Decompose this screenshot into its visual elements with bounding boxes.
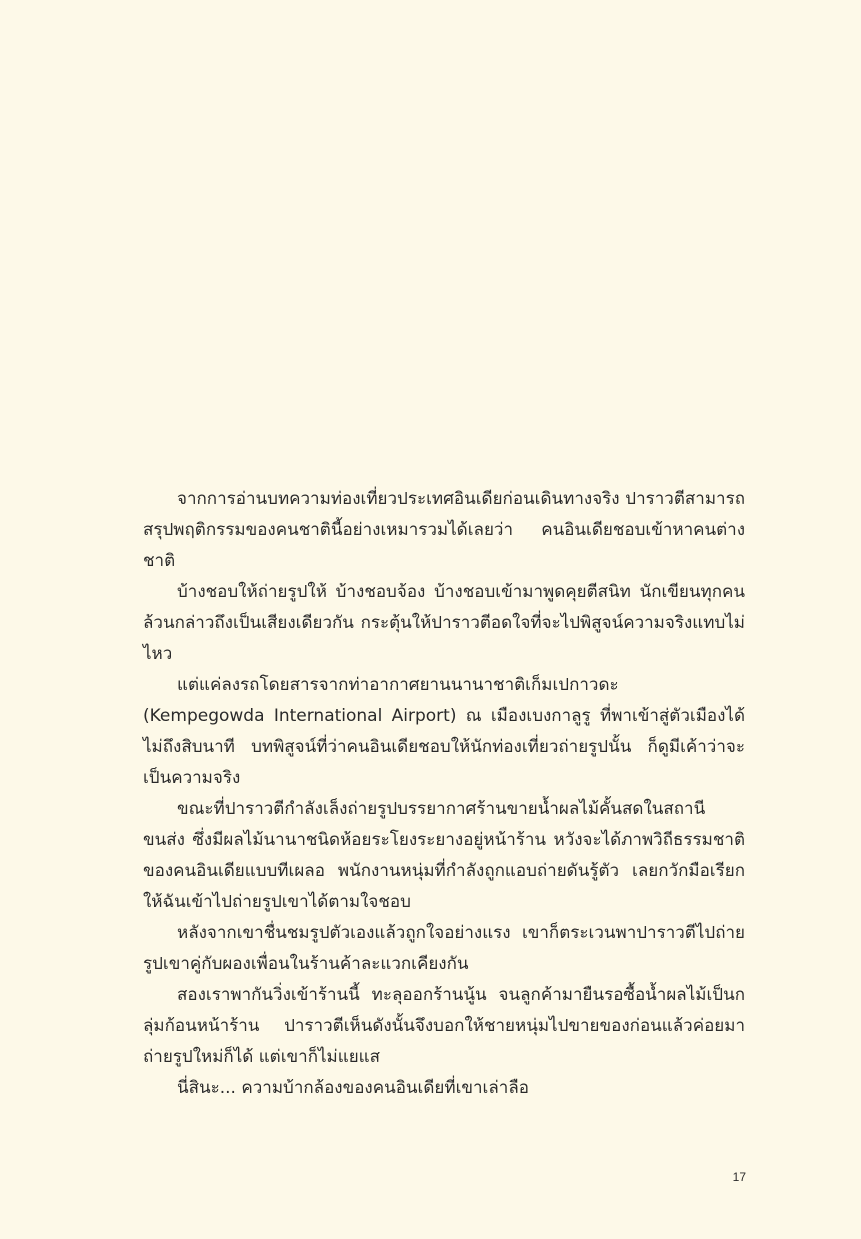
paragraph: นี่สินะ... ความบ้ากล้องของคนอินเดียที่เขาเล่าลือ	[177, 1078, 529, 1098]
paragraph: แต่แค่ลงรถโดยสารจากท่าอากาศยานนานาชาติเก็มเปกาวดะ (Kempegowda International Airport) ณ เมืองเบงกาลูรู ที่พาเข้าสู่ตัวเมืองได้ไม่ถึงสิบนาที บทพิสูจน์ที่ว่าคนอินเดียชอบให้นักท่องเที่ยวถ่ายรูปนั้น ก็ดูมีเค้าว่าจะเป็นความจริง	[143, 675, 745, 788]
page-number: 17	[732, 1170, 746, 1184]
body-text	[143, 484, 745, 1104]
paragraph: ขณะที่ปาราวตีกำลังเล็งถ่ายรูปบรรยากาศร้านขายน้ำผลไม้คั้นสดในสถานีขนส่ง ซึ่งมีผลไม้นานาชนิดห้อยระโยงระยางอยู่หน้าร้าน หวังจะได้ภาพวิถีธรรมชาติของคนอินเดียแบบทีเผลอ พนักงานหนุ่มที่กำลังถูกแอบถ่ายดันรู้ตัว เลยกวักมือเรียกให้ฉันเข้าไปถ่ายรูปเขาได้ตามใจชอบ	[143, 799, 745, 912]
paragraph: จากการอ่านบทความท่องเที่ยวประเทศอินเดียก่อนเดินทางจริง ปาราวตีสามารถสรุปพฤติกรรมของคนชาตินี้อย่างเหมารวมได้เลยว่า คนอินเดียชอบเข้าหาคนต่างชาติ	[143, 489, 745, 571]
paragraph: บ้างชอบให้ถ่ายรูปให้ บ้างชอบจ้อง บ้างชอบเข้ามาพูดคุยตีสนิท นักเขียนทุกคนล้วนกล่าวถึงเป็นเสียงเดียวกัน กระตุ้นให้ปาราวตีอดใจที่จะไปพิสูจน์ความจริงแทบไม่ไหว	[143, 582, 745, 664]
paragraph: หลังจากเขาชื่นชมรูปตัวเองแล้วถูกใจอย่างแรง เขาก็ตระเวนพาปาราวตีไปถ่ายรูปเขาคู่กับผองเพื่อนในร้านค้าละแวกเคียงกัน	[143, 923, 745, 974]
paragraph: สองเราพากันวิ่งเข้าร้านนี้ ทะลุออกร้านนู้น จนลูกค้ามายืนรอซื้อน้ำผลไม้เป็นกลุ่มก้อนหน้าร้าน ปาราวตีเห็นดังนั้นจึงบอกให้ชายหนุ่มไปขายของก่อนแล้วค่อยมาถ่ายรูปใหม่ก็ได้ แต่เขาก็ไม่แยแส	[143, 985, 745, 1067]
